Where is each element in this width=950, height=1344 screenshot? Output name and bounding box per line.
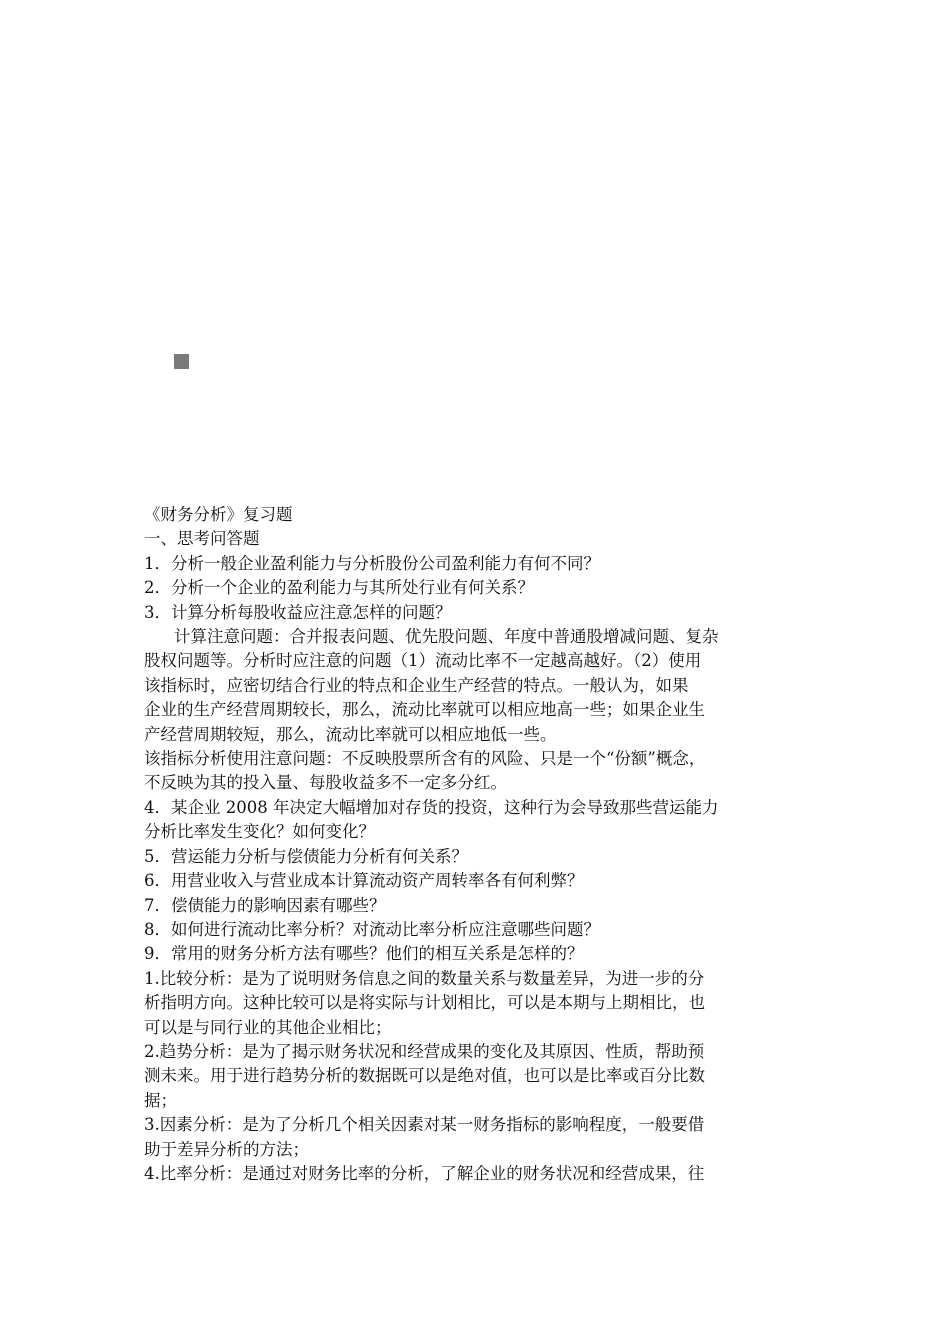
answer-3-line: 不反映为其的投入量、每股收益多不一定多分红。	[144, 773, 507, 793]
document-title: 《财务分析》复习题	[144, 505, 293, 524]
question-8: 8．如何进行流动比率分析？对流动比率分析应注意哪些问题？	[144, 919, 600, 939]
question-6: 6．用营业收入与营业成本计算流动资产周转率各有何利弊？	[144, 871, 584, 891]
answer-3-line: 该指标分析使用注意问题：不反映股票所含有的风险、只是一个“份额”概念，	[144, 749, 706, 769]
answer-9-line: 助于差异分析的方法；	[144, 1139, 309, 1159]
answer-9-line: 测未来。用于进行趋势分析的数据既可以是绝对值，也可以是比率或百分比数	[144, 1066, 705, 1086]
question-1: 1．分析一般企业盈利能力与分析股份公司盈利能力有何不同？	[144, 553, 600, 573]
answer-3-line: 该指标时，应密切结合行业的特点和企业生产经营的特点。一般认为，如果	[144, 675, 689, 695]
document-body	[144, 503, 820, 1186]
question-3: 3．计算分析每股收益应注意怎样的问题？	[144, 602, 452, 622]
section-heading: 一、思考问答题	[144, 529, 260, 549]
answer-9-line: 2.趋势分析：是为了揭示财务状况和经营成果的变化及其原因、性质，帮助预	[144, 1041, 705, 1061]
answer-9-line: 4.比率分析：是通过对财务比率的分析，了解企业的财务状况和经营成果，往	[144, 1163, 705, 1183]
question-7: 7．偿债能力的影响因素有哪些？	[144, 895, 386, 915]
question-9: 9．常用的财务分析方法有哪些？他们的相互关系是怎样的？	[144, 944, 584, 964]
answer-9-line: 析指明方向。这种比较可以是将实际与计划相比，可以是本期与上期相比，也	[144, 993, 705, 1013]
question-4: 4．某企业 2008 年决定大幅增加对存货的投资，这种行为会导致那些营运能力	[144, 797, 719, 817]
question-5: 5．营运能力分析与偿债能力分析有何关系？	[144, 846, 468, 866]
answer-9-line: 据；	[144, 1090, 177, 1110]
answer-3-line: 产经营周期较短，那么，流动比率就可以相应地低一些。	[144, 724, 557, 744]
answer-3-line: 计算注意问题：合并报表问题、优先股问题、年度中普通股增减问题、复杂	[174, 627, 719, 647]
answer-3-line: 企业的生产经营周期较长，那么，流动比率就可以相应地高一些；如果企业生	[144, 700, 705, 720]
question-2: 2．分析一个企业的盈利能力与其所处行业有何关系？	[144, 578, 534, 598]
question-4-cont: 分析比率发生变化？如何变化？	[144, 822, 375, 842]
answer-3-line: 股权问题等。分析时应注意的问题（1）流动比率不一定越高越好。（2）使用	[144, 651, 702, 671]
answer-9-line: 3.因素分析：是为了分析几个相关因素对某一财务指标的影响程度，一般要借	[144, 1115, 705, 1135]
answer-9-line: 可以是与同行业的其他企业相比；	[144, 1017, 392, 1037]
answer-9-line: 1.比较分析：是为了说明财务信息之间的数量关系与数量差异，为进一步的分	[144, 968, 705, 988]
square-bullet-icon	[174, 354, 189, 369]
